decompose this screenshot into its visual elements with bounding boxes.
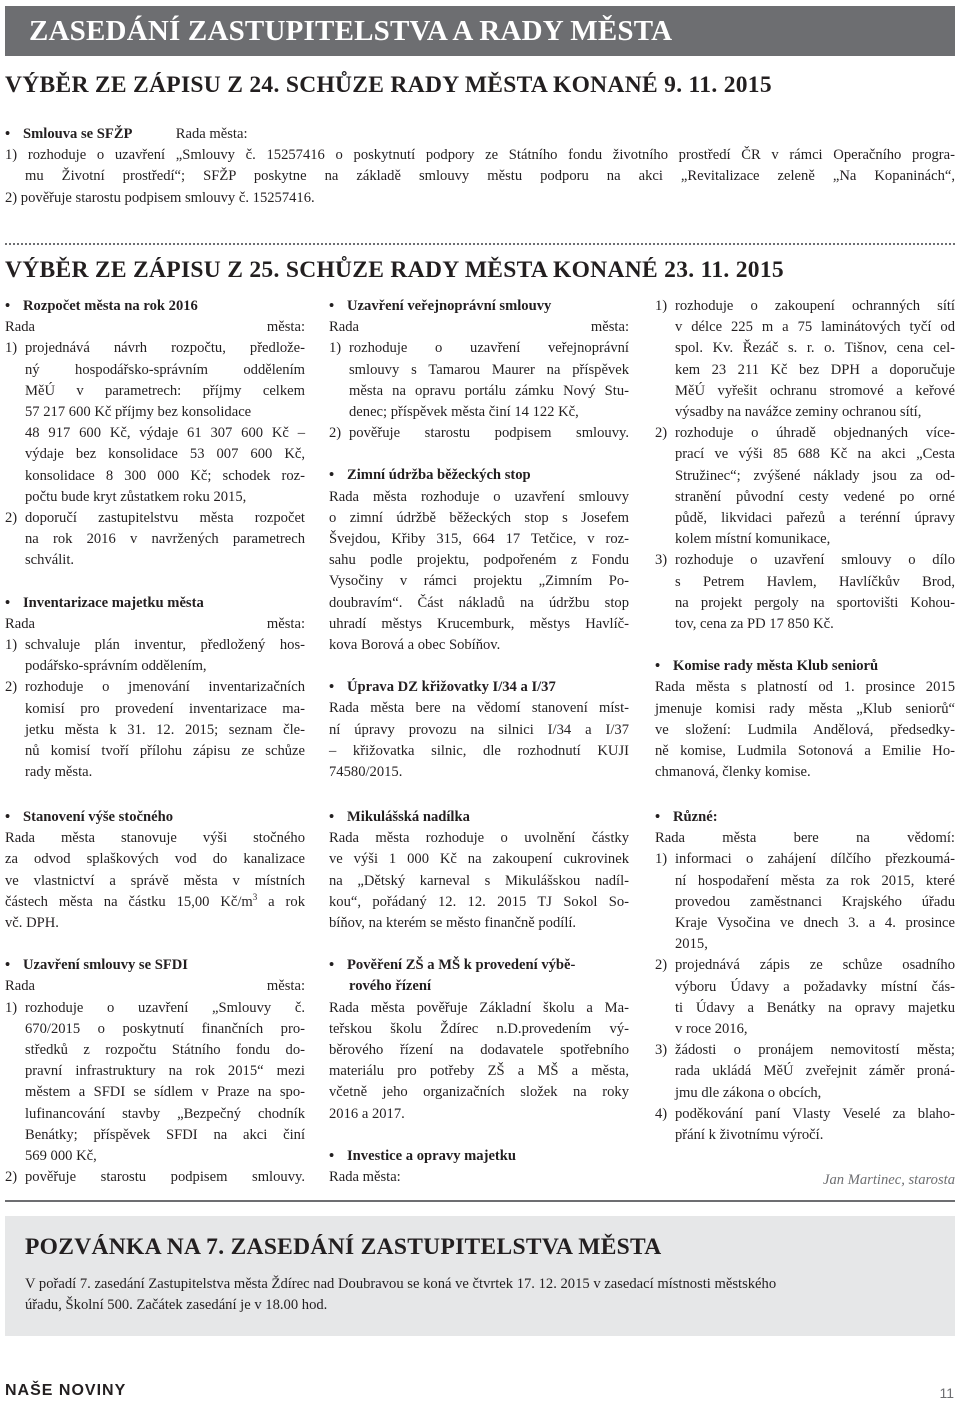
text-line: Rada města: <box>5 615 305 632</box>
indented-line: ný hospodářsko-správním oddělením <box>25 361 305 378</box>
item-title: • Inventarizace majetku města <box>5 593 305 614</box>
list-number: 2) <box>5 1169 18 1186</box>
page-banner: ZASEDÁNÍ ZASTUPITELSTVA A RADY MĚSTA <box>5 6 955 56</box>
indented-line: na projekt pergoly na sportovišti Kohou- <box>675 594 955 611</box>
list-number: 2) <box>329 425 342 442</box>
indented-line: ti Údavy a Benátky na opravy majetku <box>675 999 955 1016</box>
indented-line: 670/2015 o poskytnutí finančních pro- <box>25 1020 305 1037</box>
list-number: 2) <box>655 957 668 974</box>
numbered-line <box>655 1104 955 1125</box>
text-line <box>5 892 305 913</box>
text-line: ve vlastnictví a správě města v místních <box>5 872 305 889</box>
numbered-line <box>655 955 955 976</box>
text-line: včetně jeho organizačních složek na roky <box>329 1084 629 1101</box>
text-line: 74580/2015. <box>329 764 403 781</box>
line-text: rozhoduje o uzavření veřejnoprávní <box>349 340 629 357</box>
text-line: Rada města: <box>5 978 305 995</box>
line-text: žádosti o pronájem nemovitostí města; <box>675 1042 955 1059</box>
page-number: 11 <box>939 1385 954 1401</box>
indented-line: kem 23 211 Kč bez DPH a doporučuje <box>675 361 955 378</box>
indented-line: půdě, likvidaci pařezů a terénní úpravy <box>675 510 955 527</box>
section1-line-1: 1) rozhoduje o uzavření „Smlouvy č. 15257416 o poskytnutí podpory ze Státního fondu životního prostředí ČR v rámci Operačního progra- <box>5 147 955 164</box>
indented-line: tov, cena za PD 17 850 Kč. <box>675 616 834 633</box>
line-text: projednává návrh rozpočtu, předlože- <box>25 340 305 357</box>
text-line: Rada města bere na vědomí: <box>655 830 955 847</box>
line-text: projednává zápis ze schůze osadního <box>675 957 955 974</box>
text-line: Rada města stanovuje výši stočného <box>5 830 305 847</box>
line-text: částech města na částku 15,00 Kč/m <box>5 893 253 910</box>
numbered-line <box>655 423 955 444</box>
list-number: 2) <box>5 679 18 696</box>
section-divider <box>5 243 955 245</box>
indented-line: ní hospodaření města za rok 2015, které <box>675 872 955 889</box>
line-text: rozhoduje o jmenování inventarizačních <box>25 679 305 696</box>
column-3-top <box>655 296 955 783</box>
numbered-line <box>5 998 305 1019</box>
column-3-bottom <box>655 807 955 1146</box>
text-line: Rada města s platností od 1. prosince 2015 <box>655 679 955 696</box>
indented-line: středků z rozpočtu Státního fondu do- <box>25 1042 305 1059</box>
column-1-top <box>5 296 305 783</box>
indented-line: podářsko-správním oddělením, <box>25 658 207 675</box>
invitation-title: POZVÁNKA NA 7. ZASEDÁNÍ ZASTUPITELSTVA MĚSTA <box>25 1234 662 1260</box>
signature-block <box>655 1170 955 1191</box>
text-line: Rada města rozhoduje o uzavření smlouvy <box>329 488 629 505</box>
list-number: 1) <box>5 637 18 654</box>
indented-line: MěÚ vyřešit ochranu stromové a keřové <box>675 382 955 399</box>
newspaper-logo: NAŠE NOVINY <box>5 1382 127 1399</box>
numbered-line <box>5 338 305 359</box>
text-line: ní úpravy provozu na silnici I/34 a I/37 <box>329 721 629 738</box>
indented-line: počtu bude kryt zůstatkem roku 2015, <box>25 488 247 505</box>
indented-line: pravní infrastruktury na rok 2015“ mezi <box>25 1063 305 1080</box>
indented-line: rada ukládá MěÚ zveřejnit záměr proná- <box>675 1063 955 1080</box>
list-number: 2) <box>655 425 668 442</box>
text-line: doubravím“. Část nákladů na údržbu stop <box>329 594 629 611</box>
item-title: • Zimní údržba běžeckých stop <box>329 465 629 486</box>
indented-line: v délce 225 m a 75 laminátových tyčí od <box>675 319 955 336</box>
item-title: • Rozpočet města na rok 2016 <box>5 296 305 317</box>
item-title: • Různé: <box>655 807 955 828</box>
paragraph-gap <box>655 635 955 656</box>
list-number: 1) <box>5 340 18 357</box>
section2-heading: VÝBĚR ZE ZÁPISU Z 25. SCHŮZE RADY MĚSTA KONANÉ 23. 11. 2015 <box>5 257 784 283</box>
numbered-line <box>655 550 955 571</box>
numbered-line <box>655 1040 955 1061</box>
numbered-line <box>655 296 955 317</box>
list-number: 1) <box>329 340 342 357</box>
text-line: teřskou školu Ždírec n.D.provedením vý- <box>329 1020 629 1037</box>
line-text: pověřuje starostu podpisem smlouvy. <box>25 1169 305 1186</box>
text-line: Vysočiny v rámci projektu „Zimním Po- <box>329 573 629 590</box>
item-title: • Pověření ZŠ a MŠ k provedení výbě- <box>329 955 629 976</box>
item-title: • Investice a opravy majetku <box>329 1146 629 1167</box>
superscript: 3 <box>252 891 258 902</box>
indented-line: rady města. <box>25 764 93 781</box>
list-number: 1) <box>655 298 668 314</box>
numbered-line <box>329 338 629 359</box>
indented-line: kolem místní komunikace, <box>675 531 831 548</box>
section1-body <box>5 124 955 209</box>
item-title: • Stanovení výše stočného <box>5 807 305 828</box>
item-title: • Uzavření smlouvy se SFDI <box>5 955 305 976</box>
text-line: Švejdou, Křiby 315, 664 17 Tetčice, v roz- <box>329 531 629 548</box>
indented-line: denec; příspěvek města činí 14 122 Kč, <box>349 404 579 421</box>
text-line: běrového řízení na dodavatele spotřebního <box>329 1042 629 1059</box>
list-number: 3) <box>655 1042 668 1059</box>
text-line: vč. DPH. <box>5 915 59 932</box>
line-text: rozhoduje o uzavření smlouvy o dílo <box>675 552 955 569</box>
indented-line: jetku města k 31. 12. 2015; seznam čle- <box>25 721 305 738</box>
section1-line-3: 2) pověřuje starostu podpisem smlouvy č. 15257416. <box>5 189 315 206</box>
text-line: jmenuje komisi rady města „Klub seniorů“ <box>655 700 955 717</box>
text-line: kou“, pořádaný 12. 12. 2015 TJ Sokol So- <box>329 893 629 910</box>
indented-line: stranění původní cesty vedené po orné <box>675 488 955 505</box>
line-text: rozhoduje o uzavření „Smlouvy č. <box>25 999 305 1016</box>
section1-heading: VÝBĚR ZE ZÁPISU Z 24. SCHŮZE RADY MĚSTA KONANÉ 9. 11. 2015 <box>5 72 772 98</box>
line-text: a rok <box>257 893 306 910</box>
indented-line: 569 000 Kč, <box>25 1148 97 1165</box>
text-line: o zimní údržbě běžeckých stop s Josefem <box>329 509 629 526</box>
section1-line-2: mu Životní prostředí“; SFŽP poskytne na základě smlouvy městu podporu na akci „Revitalizace zeleně „Na Kopaninách“, <box>25 168 955 185</box>
column-1-bottom <box>5 807 305 1188</box>
item-title: • Úprava DZ křižovatky I/34 a I/37 <box>329 677 629 698</box>
text-line: ve složení: Ludmila Andělová, předsedky- <box>655 721 955 738</box>
list-number: 4) <box>655 1105 668 1122</box>
text-line: Rada města: <box>5 319 305 336</box>
column-2-top <box>329 296 629 783</box>
indented-line: prací ve výši 85 688 Kč na akci „Cesta <box>675 446 955 463</box>
indented-line: Stružinec“; zvýšené náklady jsou za od- <box>675 467 955 484</box>
indented-line: 48 917 600 Kč, výdaje 61 307 600 Kč – <box>25 425 305 442</box>
indented-line: výsadby na navážce zeminy ochranou sítí, <box>675 404 922 421</box>
line-text: rozhoduje o úhradě objednaných více- <box>675 425 955 442</box>
text-line: Rada města pověřuje Základní školu a Ma- <box>329 999 629 1016</box>
indented-line: 57 217 600 Kč příjmy bez konsolidace <box>25 404 252 421</box>
section1-item-heading <box>5 124 955 145</box>
indented-line: lufinancování stavby „Bezpečný chodník <box>25 1105 305 1122</box>
line-text: rozhoduje o zakoupení ochranných sítí <box>675 298 955 314</box>
item-title: • Uzavření veřejnoprávní smlouvy <box>329 296 629 317</box>
paragraph-gap <box>329 934 629 955</box>
line-text: informaci o zahájení dílčího přezkoumá- <box>675 851 955 868</box>
numbered-line <box>5 677 305 698</box>
text-line: ně komise, Ludmila Sotonová a Emilie Ho- <box>655 743 955 760</box>
indented-line: výdaje bez konsolidace 53 007 600 Kč, <box>25 446 305 463</box>
paragraph-gap <box>5 934 305 955</box>
paragraph-gap <box>329 444 629 465</box>
indented-line: MěÚ v parametrech: příjmy celkem <box>25 382 305 399</box>
text-line: materiálu pro potřeby ZŠ a MŠ a města, <box>329 1063 629 1080</box>
numbered-line <box>655 849 955 870</box>
invitation-line-2: úřadu, Školní 500. Začátek zasedání je v 18.00 hod. <box>25 1297 328 1314</box>
invitation-box <box>5 1216 955 1336</box>
indented-line: komisí pro provedení inventarizace ma- <box>25 700 305 717</box>
text-line: sahu podle projektu, podpořeném z Fondu <box>329 552 629 569</box>
item-title: • Mikulášská nadílka <box>329 807 629 828</box>
indented-line: nů komisí tvoří přílohu zápisu ze schůze <box>25 743 305 760</box>
list-number: 3) <box>655 552 668 569</box>
paragraph-gap <box>329 656 629 677</box>
line-text: schvaluje plán inventur, předložený hos- <box>25 637 305 654</box>
text-line: bíňov, na kterém se město finančně podílí. <box>329 915 577 932</box>
section1-item-title: • Smlouva se SFŽP <box>5 126 132 142</box>
indented-line: jmu dle zákona o obcích, <box>675 1084 822 1101</box>
list-number: 1) <box>5 999 18 1016</box>
line-text: poděkování paní Vlasty Veselé za blaho- <box>675 1105 955 1122</box>
paragraph-gap <box>329 1125 629 1146</box>
indented-line: Benátky; příspěvek SFDI na akci činí <box>25 1126 305 1143</box>
indented-line: provedou zaměstnanci Krajského úřadu <box>675 893 955 910</box>
text-line: Rada města bere na vědomí stanovení míst- <box>329 700 629 717</box>
indented-line: Kraje Vysočina ve dnech 3. a 4. prosince <box>675 915 955 932</box>
text-line: uhradí městys Krucemburk, městys Havlíč- <box>329 615 629 632</box>
text-line: 2016 a 2017. <box>329 1105 405 1122</box>
indented-line: schválit. <box>25 552 75 569</box>
indented-line: na rok 2016 v navržených parametrech <box>25 531 305 548</box>
invitation-text <box>25 1274 945 1316</box>
indented-line: v roce 2016, <box>675 1021 748 1038</box>
indented-line: městem a SFDI se sídlem v Praze na spo- <box>25 1084 305 1101</box>
list-number: 2) <box>5 510 18 527</box>
indented-line: výboru Údavy a požadavky místní čás- <box>675 978 955 995</box>
numbered-line <box>5 635 305 656</box>
line-text: doporučí zastupitelstvu města rozpočet <box>25 510 305 527</box>
signature: Jan Martinec, starosta <box>822 1172 955 1188</box>
text-line: Rada města: <box>329 1169 401 1186</box>
indented-line: přání k životnímu výročí. <box>675 1127 824 1144</box>
item-title: rového řízení <box>349 978 432 995</box>
indented-line: s Petrem Havlem, Havlíčkův Brod, <box>675 573 955 590</box>
text-line: kova Borová a obec Sobíňov. <box>329 637 501 654</box>
indented-line: smlouvy s Tamarou Maurer na příspěvek <box>349 361 629 378</box>
numbered-line <box>5 1167 305 1188</box>
indented-line: města na opravu portálu zámku Nový Stu- <box>349 382 629 399</box>
text-line: chmanová, členky komise. <box>655 764 811 781</box>
text-line: Rada města rozhoduje o uvolnění částky <box>329 830 629 847</box>
indented-line: konsolidace 8 300 000 Kč; schodek roz- <box>25 467 305 484</box>
list-number: 1) <box>655 851 668 868</box>
invitation-line-1: V pořadí 7. zasedání Zastupitelstva města Ždírec nad Doubravou se koná ve čtvrtek 17. 12. 2015 v zasedací místnosti městského <box>25 1276 777 1292</box>
item-title: • Komise rady města Klub seniorů <box>655 656 955 677</box>
numbered-line <box>329 423 629 444</box>
column-2-bottom <box>329 807 629 1188</box>
text-line: Rada města: <box>329 319 629 336</box>
invitation-divider <box>5 1200 955 1202</box>
text-line: ve výši 1 000 Kč na zakoupení cukrovinek <box>329 851 629 868</box>
paragraph-gap <box>5 572 305 593</box>
text-line: – křižovatka silnic, dle rozhodnutí KUJI <box>329 742 629 759</box>
line-text: pověřuje starostu podpisem smlouvy. <box>349 425 629 442</box>
section1-item-rada: Rada města: <box>175 126 248 142</box>
indented-line: 2015, <box>675 936 708 953</box>
indented-line: spol. Kv. Řezáč s. r. o. Tišnov, cena cel- <box>675 340 955 357</box>
numbered-line <box>5 508 305 529</box>
text-line: na „Dětský karneval s Mikulášskou nadíl- <box>329 872 629 889</box>
text-line: za odvod splaškových vod do kanalizace <box>5 851 305 868</box>
